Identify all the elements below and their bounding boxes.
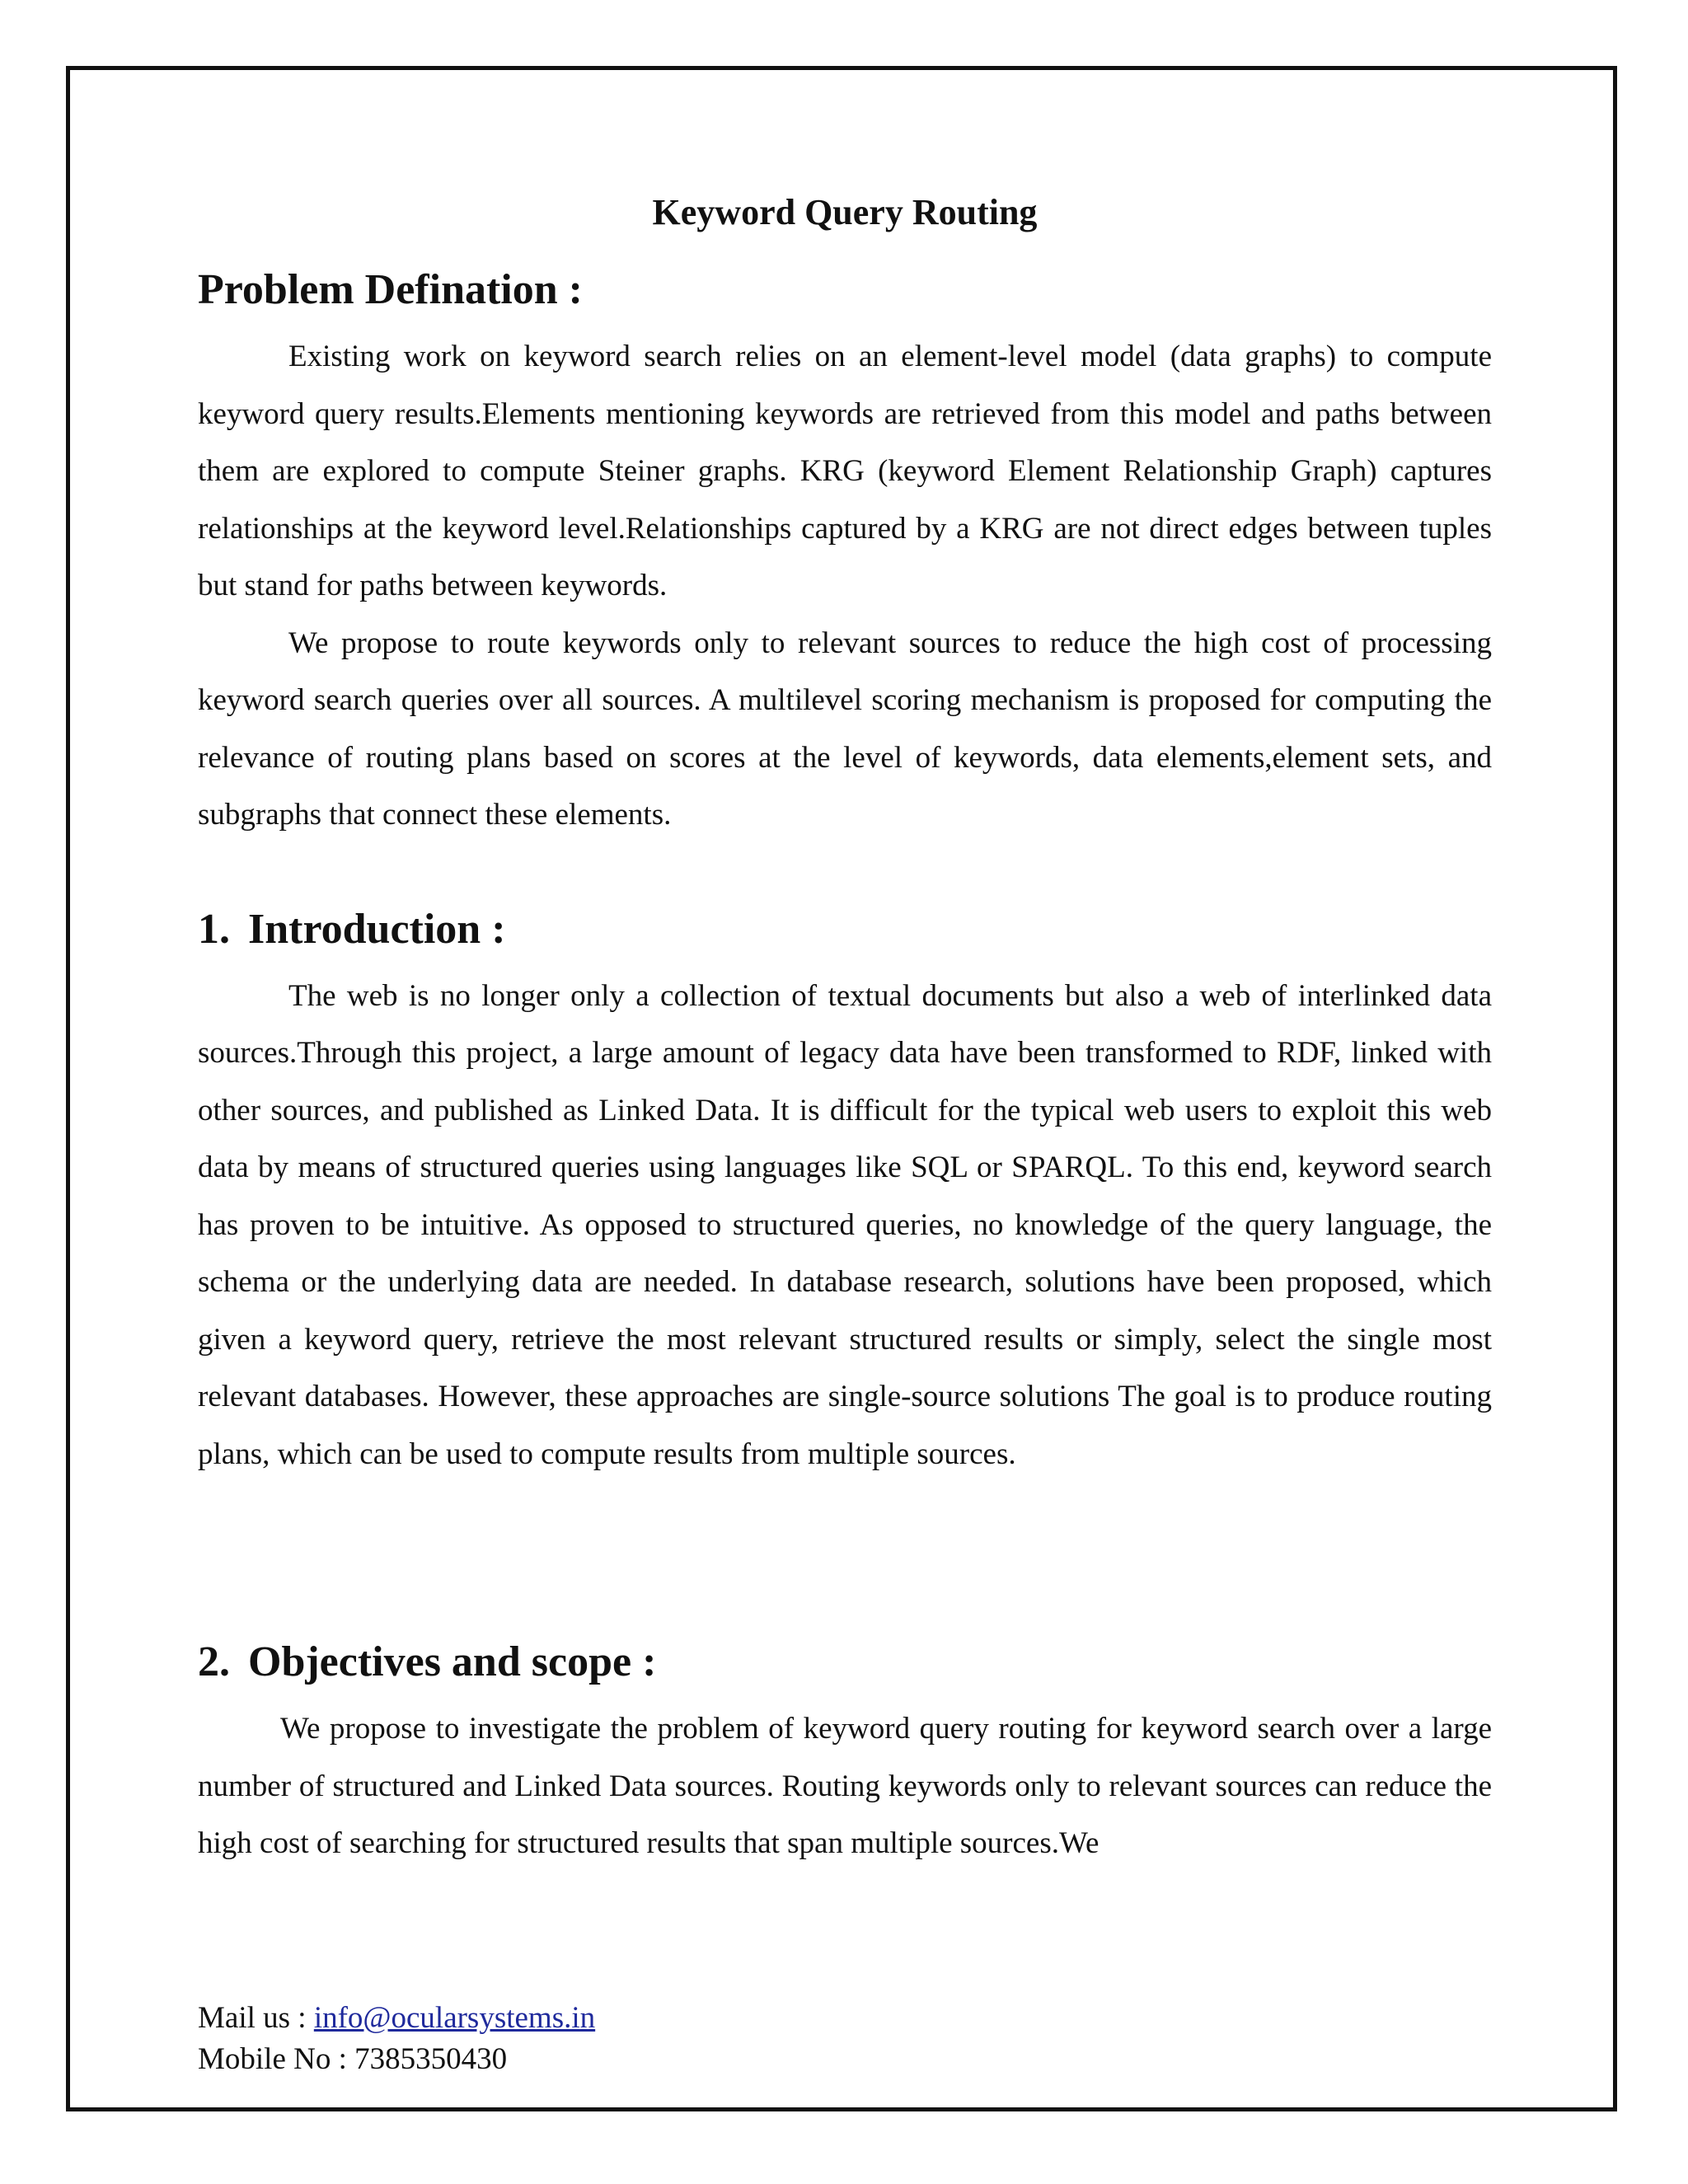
introduction-section [198, 903, 1492, 1483]
mail-label: Mail us : [198, 2001, 314, 2035]
problem-paragraph-1: Existing work on keyword search relies on an element-level model (data graphs) to compute keyword query results.Elements mentioning keywords are retrieved from this model and paths between them are explored to compute Steiner graphs. KRG (keyword Element Relationship Graph) captures relationships at the keyword level.Relationships captured by a KRG are not direct edges between tuples but stand for paths between keywords. [198, 340, 1492, 602]
mobile-label: Mobile No : [198, 2042, 355, 2076]
introduction-paragraph-1: The web is no longer only a collection of textual documents but also a web of interlinked data sources.Through this project, a large amount of legacy data have been transformed to RDF, linked with other sources, and published as Linked Data. It is difficult for the typical web users to exploit this web data by means of structured queries using languages like SQL or SPARQL. To this end, keyword search has proven to be intuitive. As opposed to structured queries, no knowledge of the query language, the schema or the underlying data are needed. In database research, solutions have been proposed, which given a keyword query, retrieve the most relevant structured results or simply, select the single most relevant databases. However, these approaches are single-source solutions The goal is to produce routing plans, which can be used to compute results from multiple sources. [198, 978, 1492, 1471]
introduction-heading [198, 903, 1492, 956]
introduction-title: Introduction : [248, 905, 506, 953]
mobile-line [198, 2039, 595, 2080]
objectives-title: Objectives and scope : [248, 1638, 657, 1685]
introduction-number: 1. [198, 905, 230, 953]
objectives-section [198, 1636, 1492, 1872]
document-title: Keyword Query Routing [652, 192, 1038, 232]
problem-definition-heading: Problem Defination : [198, 266, 583, 313]
objectives-number: 2. [198, 1638, 230, 1685]
objectives-heading [198, 1636, 1492, 1689]
document-body [198, 190, 1492, 1872]
problem-definition-section [198, 264, 1492, 844]
objectives-paragraph-1: We propose to investigate the problem of keyword query routing for keyword search over a large number of structured and Linked Data sources. Routing keywords only to relevant sources can reduce the high cost of searching for structured results that span multiple sources.We [198, 1712, 1492, 1860]
mobile-number: 7385350430 [354, 2042, 508, 2076]
page-footer [198, 1998, 595, 2080]
problem-paragraph-2: We propose to route keywords only to relevant sources to reduce the high cost of processing keyword search queries over all sources. A multilevel scoring mechanism is proposed for computing the relevance of routing plans based on scores at the level of keywords, data elements,element sets, and subgraphs that connect these elements. [198, 626, 1492, 832]
mail-line [198, 1998, 595, 2039]
email-link[interactable]: info@ocularsystems.in [313, 2001, 596, 2035]
